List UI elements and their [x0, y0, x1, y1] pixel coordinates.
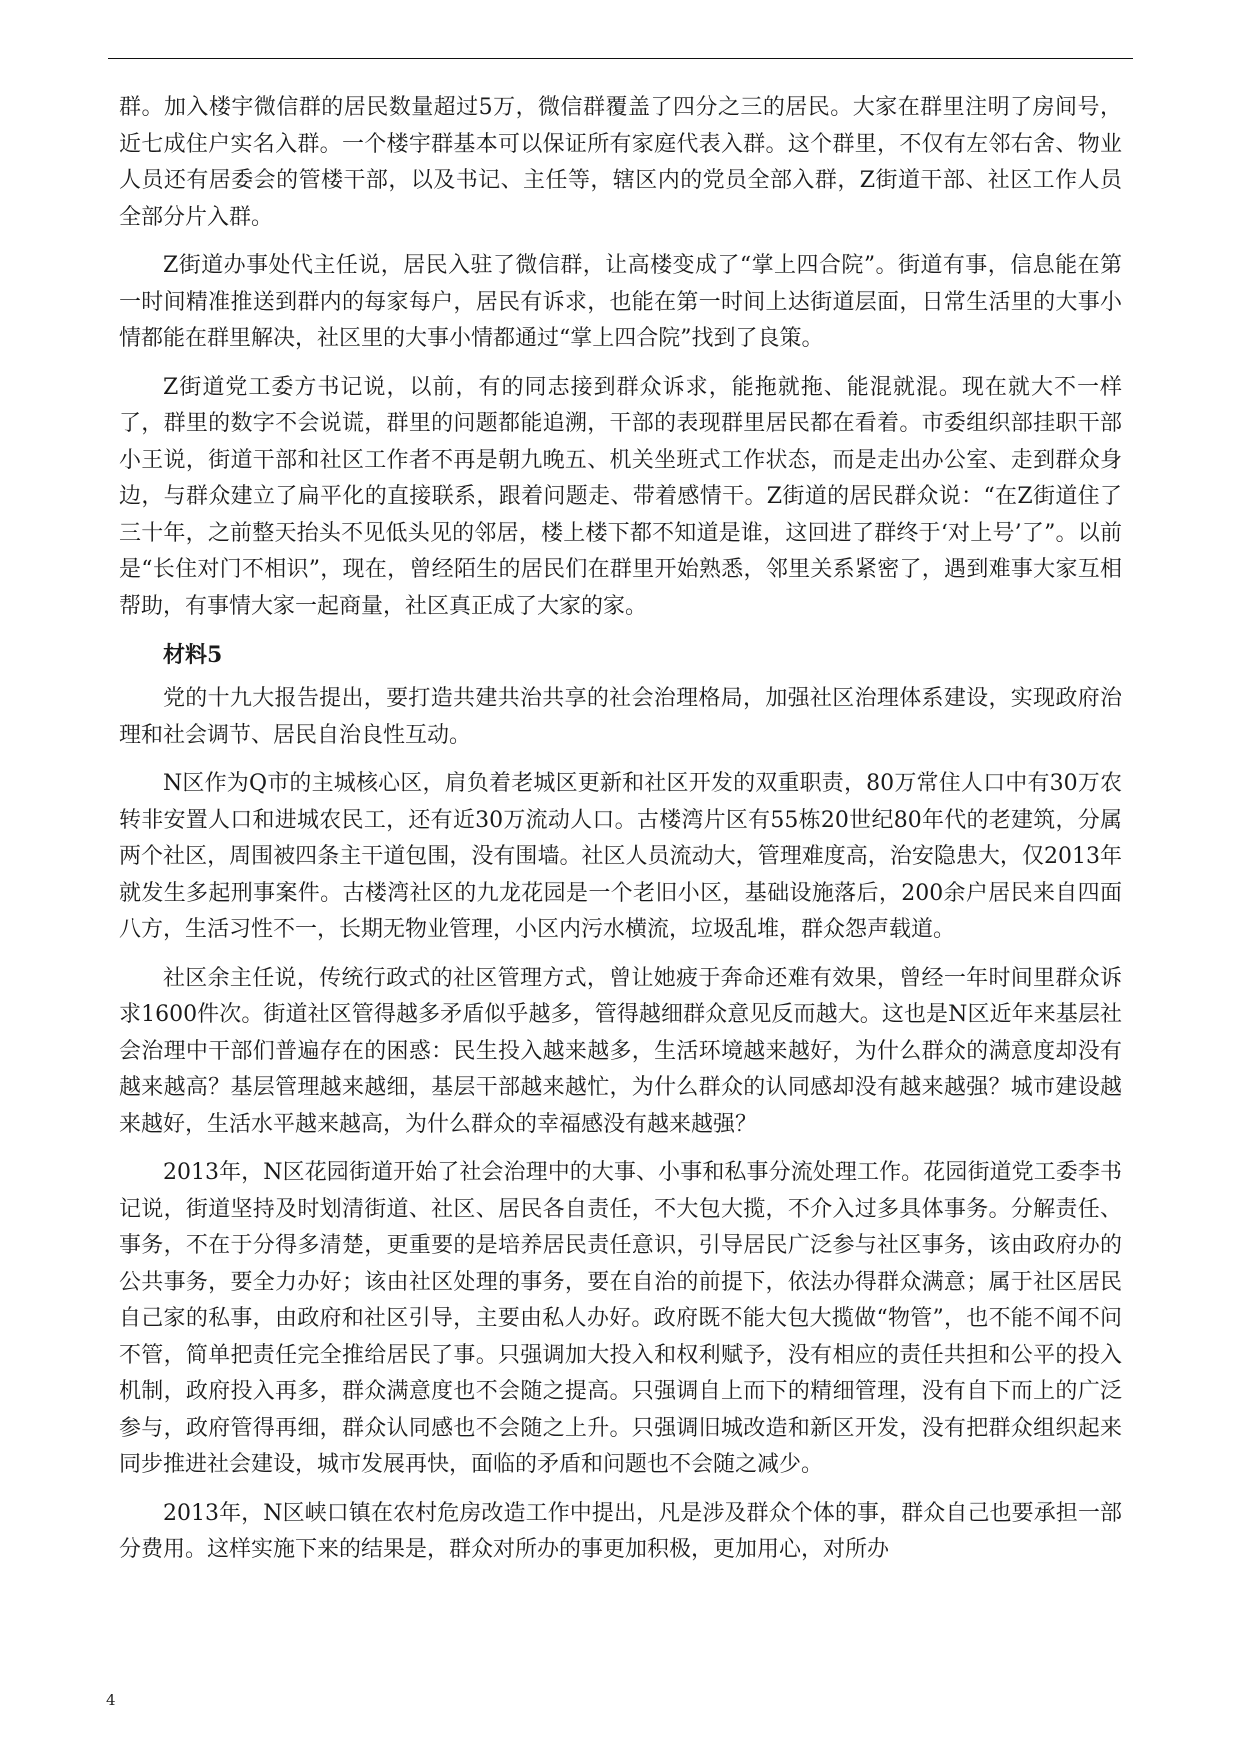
paragraph-8: 2013年，N区峡口镇在农村危房改造工作中提出，凡是涉及群众个体的事，群众自己也要承担一部分费用。这样实施下来的结果是，群众对所办的事更加积极，更加用心，对所办 — [119, 1500, 1122, 1562]
paragraph-6: 社区余主任说，传统行政式的社区管理方式，曾让她疲于奔命还难有效果，曾经一年时间里群众诉求1600件次。街道社区管得越多矛盾似乎越多，管得越细群众意见反而越大。这也是N区近年来基层社会治理中干部们普遍存在的困惑：民生投入越来越多，生活环境越来越好，为什么群众的满意度却没有越来越高？基层管理越来越细，基层干部越来越忙，为什么群众的认同感却没有越来越强？城市建设越来越好，生活水平越来越高，为什么群众的幸福感没有越来越强？ — [119, 965, 1122, 1137]
paragraph-2: Z街道办事处代主任说，居民入驻了微信群，让高楼变成了“掌上四合院”。街道有事，信息能在第一时间精准推送到群内的每家每户，居民有诉求，也能在第一时间上达街道层面，日常生活里的大事小情都能在群里解决，社区里的大事小情都通过“掌上四合院”找到了良策。 — [119, 253, 1122, 351]
paragraph-4: 党的十九大报告提出，要打造共建共治共享的社会治理格局，加强社区治理体系建设，实现政府治理和社会调节、居民自治良性互动。 — [119, 686, 1122, 748]
paragraph-5: N区作为Q市的主城核心区，肩负着老城区更新和社区开发的双重职责，80万常住人口中有30万农转非安置人口和进城农民工，还有近30万流动人口。古楼湾片区有55栋20世纪80年代的老建筑，分属两个社区，周围被四条主干道包围，没有围墙。社区人员流动大，管理难度高，治安隐患大，仅2013年就发生多起刑事案件。古楼湾社区的九龙花园是一个老旧小区，基础设施落后，200余户居民来自四面八方，生活习性不一，长期无物业管理，小区内污水横流，垃圾乱堆，群众怨声载道。 — [119, 771, 1122, 942]
paragraph-3: Z街道党工委方书记说，以前，有的同志接到群众诉求，能拖就拖、能混就混。现在就大不一样了，群里的数字不会说谎，群里的问题都能追溯，干部的表现群里居民都在看着。市委组织部挂职干部小王说，街道干部和社区工作者不再是朝九晚五、机关坐班式工作状态，而是走出办公室、走到群众身边，与群众建立了扁平化的直接联系，跟着问题走、带着感情干。Z街道的居民群众说：“在Z街道住了三十年，之前整天抬头不见低头见的邻居，楼上楼下都不知道是谁，这回进了群终于‘对上号’了”。以前是“长住对门不相识”，现在，曾经陌生的居民们在群里开始熟悉，邻里关系紧密了，遇到难事大家互相帮助，有事情大家一起商量，社区真正成了大家的家。 — [119, 374, 1122, 619]
page-number: 4 — [106, 1691, 116, 1709]
header-rule — [108, 58, 1133, 59]
paragraph-1: 群。加入楼宇微信群的居民数量超过5万，微信群覆盖了四分之三的居民。大家在群里注明了房间号，近七成住户实名入群。一个楼宇群基本可以保证所有家庭代表入群。这个群里，不仅有左邻右舍、物业人员还有居委会的管楼干部，以及书记、主任等，辖区内的党员全部入群，Z街道干部、社区工作人员全部分片入群。 — [119, 95, 1122, 230]
section-heading: 材料5 — [163, 642, 223, 668]
document-body — [119, 90, 1122, 1581]
paragraph-7: 2013年，N区花园街道开始了社会治理中的大事、小事和私事分流处理工作。花园街道党工委李书记说，街道坚持及时划清街道、社区、居民各自责任，不大包大揽，不介入过多具体事务。分解责任、事务，不在于分得多清楚，更重要的是培养居民责任意识，引导居民广泛参与社区事务，该由政府办的公共事务，要全力办好；该由社区处理的事务，要在自治的前提下，依法办得群众满意；属于社区居民自己家的私事，由政府和社区引导，主要由私人办好。政府既不能大包大揽做“物管”，也不能不闻不问不管，简单把责任完全推给居民了事。只强调加大投入和权利赋予，没有相应的责任共担和公平的投入机制，政府投入再多，群众满意度也不会随之提高。只强调自上而下的精细管理，没有自下而上的广泛参与，政府管得再细，群众认同感也不会随之上升。只强调旧城改造和新区开发，没有把群众组织起来同步推进社会建设，城市发展再快，面临的矛盾和问题也不会随之减少。 — [119, 1160, 1122, 1477]
